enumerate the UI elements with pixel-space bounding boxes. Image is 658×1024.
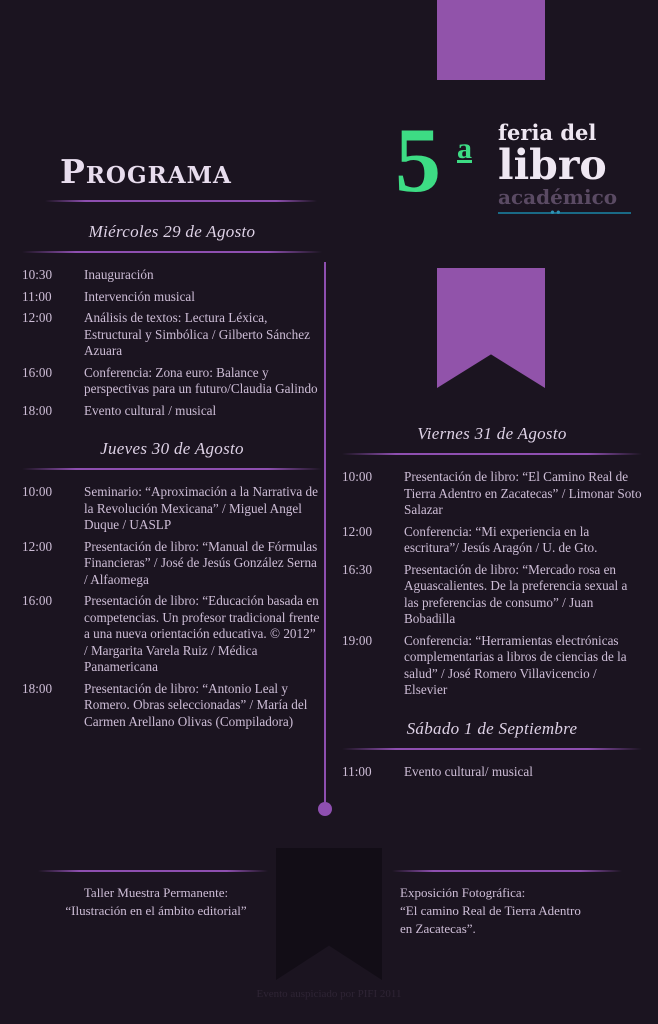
- day-divider: [342, 748, 642, 750]
- day-divider: [342, 453, 642, 455]
- entry-description: Evento cultural/ musical: [404, 763, 533, 779]
- entry-time: 19:00: [342, 632, 373, 648]
- schedule-entry: [22, 310, 322, 360]
- footer-divider-right: [392, 870, 622, 872]
- footer-left-line2: “Ilustración en el ámbito editorial”: [65, 903, 247, 918]
- entry-description: Presentación de libro: “El Camino Real de Tierra Adentro en Zacatecas” / Limonar Soto Salazar: [404, 469, 642, 517]
- entry-time: 16:30: [342, 561, 373, 577]
- schedule-entry: [342, 562, 642, 628]
- day-heading: Jueves 30 de Agosto: [100, 439, 244, 458]
- event-logo: [395, 109, 640, 248]
- entry-time: 16:00: [22, 364, 53, 380]
- entry-description: Presentación de libro: “Educación basada en competencias. Un profesor tradicional frente a una nueva orientación educativa. © 2012” / Margarita Varela Ruiz / Médica Panamericana: [84, 593, 320, 674]
- entry-time: 12:00: [342, 523, 373, 539]
- entry-time: 18:00: [22, 680, 53, 696]
- entry-description: Presentación de libro: “Antonio Leal y Romero. Obras seleccionadas” / María del Carmen Arellano Olivas (Compiladora): [84, 680, 308, 729]
- entry-time: 10:00: [22, 484, 53, 499]
- schedule-entry: [342, 633, 642, 699]
- logo-line-feria: feria del: [498, 120, 597, 145]
- entry-time: 12:00: [22, 538, 53, 554]
- logo-number: 5: [395, 109, 438, 211]
- footer-divider-left: [38, 870, 268, 872]
- day-heading: Sábado 1 de Septiembre: [406, 718, 578, 738]
- schedule-entry: [22, 593, 322, 676]
- schedule-entry: [22, 365, 322, 398]
- schedule-entries: [342, 469, 642, 699]
- day-divider: [22, 468, 322, 470]
- schedule-entries: [342, 764, 642, 781]
- schedule-entries: [22, 484, 322, 730]
- column-divider-dot: [318, 802, 332, 816]
- schedule-entry: [342, 469, 642, 519]
- day-block: [22, 439, 322, 730]
- day-divider: [22, 251, 322, 253]
- logo-line-academico: académico: [498, 185, 618, 209]
- entry-description: Conferencia: Zona euro: Balance y perspectivas para un futuro/Claudia Galindo: [84, 364, 318, 396]
- entry-time: 12:00: [22, 310, 53, 325]
- book-shape-icon: [276, 848, 382, 980]
- logo-divider: [498, 212, 631, 214]
- schedule-entry: [342, 764, 642, 781]
- day-heading: Miércoles 29 de Agosto: [88, 222, 256, 241]
- entry-description: Inauguración: [84, 267, 154, 282]
- entry-description: Presentación de libro: “Manual de Fórmulas Financieras” / José de Jesús González Serna / Alfaomega: [84, 538, 318, 587]
- entry-description: Intervención musical: [84, 288, 195, 304]
- schedule-entry: [342, 524, 642, 557]
- entry-time: 16:00: [22, 593, 53, 608]
- footer-right-line2: “El camino Real de Tierra Adentro: [400, 903, 581, 918]
- footer-right-block: [400, 884, 640, 938]
- day-block: [22, 222, 322, 419]
- schedule-entry: [22, 403, 322, 420]
- entry-time: 10:00: [342, 469, 373, 484]
- entry-description: Presentación de libro: “Mercado rosa en Aguascalientes. De la preferencia sexual a las preferencias de consumo” / Juan Bobadilla: [404, 561, 628, 626]
- logo-ordinal: a: [457, 132, 472, 165]
- entry-time: 11:00: [342, 763, 372, 779]
- entry-description: Análisis de textos: Lectura Léxica, Estructural y Simbólica / Gilberto Sánchez Azuara: [84, 310, 310, 358]
- schedule-column-right: [342, 424, 642, 800]
- entry-time: 18:00: [22, 402, 53, 418]
- day-block: [342, 424, 642, 699]
- page-title: Programa: [60, 152, 232, 191]
- day-heading: Viernes 31 de Agosto: [417, 424, 567, 443]
- decorative-ribbon-top: [437, 0, 545, 80]
- title-divider: [45, 200, 317, 202]
- day-block: [342, 719, 642, 781]
- schedule-entry: [22, 681, 322, 731]
- entry-description: Conferencia: “Herramientas electrónicas complementarias a libros de ciencias de la salud” / José Romero Villavicencio / Elsevier: [404, 632, 627, 697]
- schedule-entries: [22, 267, 322, 419]
- entry-description: Seminario: “Aproximación a la Narrativa de la Revolución Mexicana” / Miguel Angel Duque / UASLP: [84, 484, 318, 532]
- entry-time: 10:30: [22, 267, 53, 282]
- logo-dots: ••: [550, 206, 562, 221]
- schedule-entry: [22, 289, 322, 306]
- schedule-entry: [22, 539, 322, 589]
- sponsor-credit: Evento auspiciado por PIFI 2011: [256, 988, 402, 1000]
- schedule-entry: [22, 267, 322, 284]
- footer-right-line1: Exposición Fotográfica:: [400, 885, 526, 900]
- footer-left-line1: Taller Muestra Permanente:: [83, 885, 229, 900]
- schedule-column-left: [22, 222, 322, 750]
- entry-description: Conferencia: “Mi experiencia en la escritura”/ Jesús Aragón / U. de Gto.: [404, 523, 598, 555]
- entry-description: Evento cultural / musical: [84, 402, 217, 418]
- footer-right-line3: en Zacatecas”.: [400, 921, 476, 936]
- schedule-entry: [22, 484, 322, 534]
- entry-time: 11:00: [22, 288, 52, 304]
- footer-left-block: [38, 884, 274, 920]
- column-divider: [324, 262, 326, 810]
- logo-line-libro: libro: [498, 141, 607, 189]
- decorative-ribbon-bookmark: [437, 268, 545, 388]
